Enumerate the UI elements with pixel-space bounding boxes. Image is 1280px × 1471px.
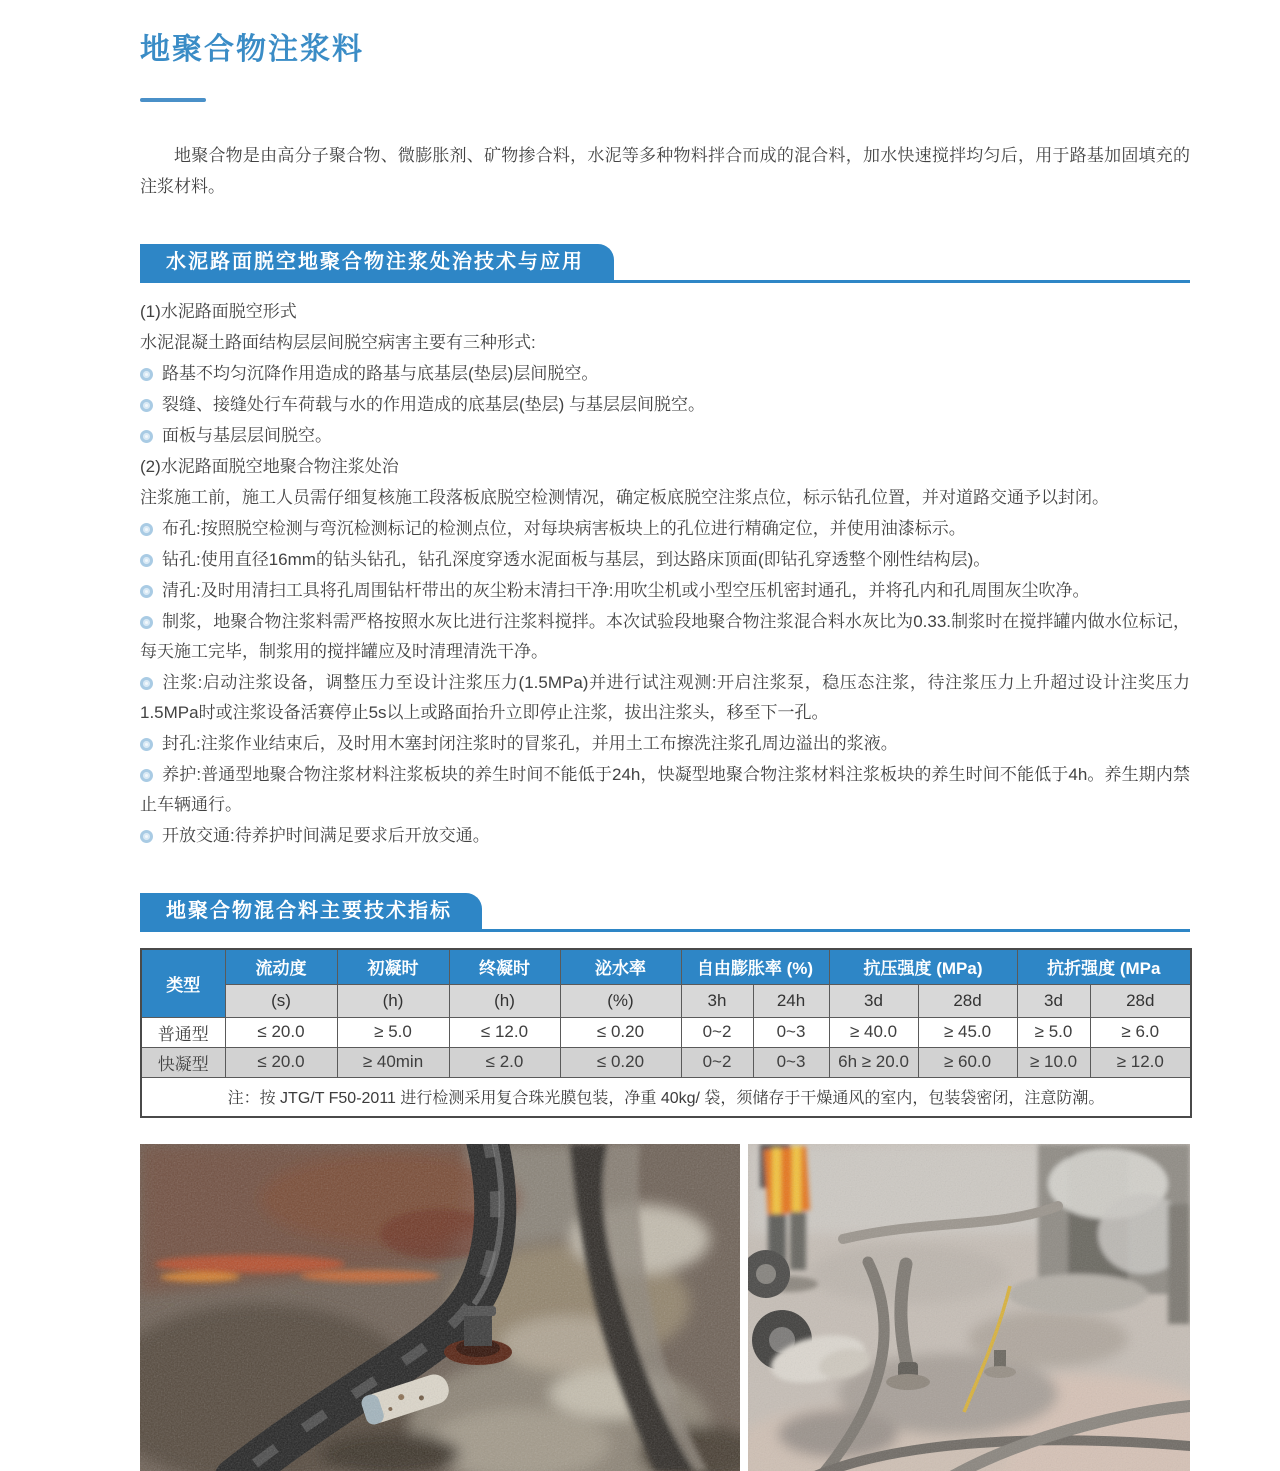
bullet-item: 开放交通:待养护时间满足要求后开放交通。: [140, 821, 1190, 851]
table-cell: ≤ 20.0: [225, 1047, 337, 1077]
table-cell: ≤ 2.0: [449, 1047, 560, 1077]
table-cell: ≥ 5.0: [1017, 1017, 1090, 1047]
ring-bullet-icon: [140, 769, 153, 782]
photo-grouting-hose: [140, 1144, 740, 1471]
bullet-item: 布孔:按照脱空检测与弯沉检测标记的检测点位，对每块病害板块上的孔位进行精确定位，并使用油漆标示。: [140, 514, 1190, 544]
table-group-header: 流动度: [225, 949, 337, 984]
table-cell: ≥ 5.0: [337, 1017, 449, 1047]
body-paragraph: 水泥混凝土路面结构层层间脱空病害主要有三种形式:: [140, 333, 536, 352]
table-sub-header: (s): [225, 984, 337, 1017]
section1-header-label: 水泥路面脱空地聚合物注浆处治技术与应用: [140, 244, 614, 280]
section1-body: [140, 297, 1190, 851]
table-group-header: 初凝时: [337, 949, 449, 984]
table-sub-header: (h): [449, 984, 560, 1017]
table-sub-header: 28d: [918, 984, 1017, 1017]
bullet-item: 制浆，地聚合物注浆料需严格按照水灰比进行注浆料搅拌。本次试验段地聚合物注浆混合料水灰比为0.33.制浆时在搅拌罐内做水位标记，每天施工完毕，制浆用的搅拌罐应及时清理清洗干净。: [140, 612, 1190, 661]
ring-bullet-icon: [140, 554, 153, 567]
ring-bullet-icon: [140, 677, 153, 690]
bullet-item: 钻孔:使用直径16mm的钻头钻孔，钻孔深度穿透水泥面板与基层，到达路床顶面(即钻孔穿透整个刚性结构层)。: [140, 545, 1190, 575]
bullet-item: 注浆:启动注浆设备，调整压力至设计注浆压力(1.5MPa)并进行试注观测:开启注浆泵，稳压态注浆，待注浆压力上升超过设计注奖压力1.5MPa时或注浆设备活赛停止5s以上或路面抬升立即停止注浆，拔出注浆头，移至下一孔。: [140, 673, 1190, 722]
table-sub-header: 3d: [1017, 984, 1090, 1017]
ring-bullet-icon: [140, 523, 153, 536]
table-note: 注：按 JTG/T F50-2011 进行检测采用复合珠光膜包装，净重 40kg/ 袋，须储存于干燥通风的室内，包装袋密闭，注意防潮。: [141, 1077, 1191, 1117]
table-group-header: 抗压强度 (MPa): [829, 949, 1017, 984]
table-cell: ≥ 12.0: [1090, 1047, 1191, 1077]
bullet-item: 封孔:注浆作业结束后，及时用木塞封闭注浆时的冒浆孔，并用土工布擦洗注浆孔周边溢出的浆液。: [140, 729, 1190, 759]
table-cell: ≥ 45.0: [918, 1017, 1017, 1047]
table-row: [141, 1017, 1191, 1047]
bullet-item: 裂缝、接缝处行车荷载与水的作用造成的底基层(垫层) 与基层层间脱空。: [140, 390, 1190, 420]
table-cell: ≥ 40.0: [829, 1017, 918, 1047]
intro-paragraph: 地聚合物是由高分子聚合物、微膨胀剂、矿物掺合料，水泥等多种物料拌合而成的混合料，加水快速搅拌均匀后，用于路基加固填充的注浆材料。: [140, 146, 1190, 196]
photo-construction-site: [748, 1144, 1190, 1471]
table-cell: ≥ 10.0: [1017, 1047, 1090, 1077]
table-cell: 0~3: [753, 1047, 829, 1077]
table-cell: ≤ 20.0: [225, 1017, 337, 1047]
table-row-type: 快凝型: [141, 1047, 225, 1077]
body-paragraph: (2)水泥路面脱空地聚合物注浆处治: [140, 457, 399, 476]
table-row-type: 普通型: [141, 1017, 225, 1047]
ring-bullet-icon: [140, 368, 153, 381]
spec-table-wrapper: [140, 948, 1190, 1118]
table-cell: 6h ≥ 20.0: [829, 1047, 918, 1077]
spec-table: [140, 948, 1192, 1118]
body-paragraph: (1)水泥路面脱空形式: [140, 302, 297, 321]
section2-header: [140, 893, 1190, 932]
table-sub-header: 3h: [681, 984, 753, 1017]
table-sub-header: 24h: [753, 984, 829, 1017]
table-sub-header: (h): [337, 984, 449, 1017]
table-cell: ≥ 60.0: [918, 1047, 1017, 1077]
table-group-header: 抗折强度 (MPa: [1017, 949, 1191, 984]
bullet-item: 养护:普通型地聚合物注浆材料注浆板块的养生时间不能低于24h，快凝型地聚合物注浆材料注浆板块的养生时间不能低于4h。养生期内禁止车辆通行。: [140, 765, 1190, 814]
ring-bullet-icon: [140, 738, 153, 751]
bullet-item: 路基不均匀沉降作用造成的路基与底基层(垫层)层间脱空。: [140, 359, 1190, 389]
table-cell: 0~2: [681, 1047, 753, 1077]
table-row: [141, 1047, 1191, 1077]
photo-row: [140, 1144, 1190, 1471]
ring-bullet-icon: [140, 399, 153, 412]
table-cell: 0~2: [681, 1017, 753, 1047]
page-title: 地聚合物注浆料: [140, 33, 364, 66]
section1-header: [140, 244, 1190, 283]
table-group-header: 泌水率: [560, 949, 681, 984]
table-cell: 0~3: [753, 1017, 829, 1047]
body-paragraph: 注浆施工前，施工人员需仔细复核施工段落板底脱空检测情况，确定板底脱空注浆点位，标示钻孔位置，并对道路交通予以封闭。: [140, 488, 1109, 507]
table-cell: ≤ 12.0: [449, 1017, 560, 1047]
bullet-item: 清孔:及时用清扫工具将孔周围钻杆带出的灰尘粉末清扫干净:用吹尘机或小型空压机密封通孔，并将孔内和孔周围灰尘吹净。: [140, 576, 1190, 606]
table-group-header: 自由膨胀率 (%): [681, 949, 829, 984]
ring-bullet-icon: [140, 585, 153, 598]
table-cell: ≤ 0.20: [560, 1017, 681, 1047]
section2-header-label: 地聚合物混合料主要技术指标: [140, 893, 482, 929]
ring-bullet-icon: [140, 616, 153, 629]
ring-bullet-icon: [140, 830, 153, 843]
title-underline-decoration: [140, 98, 206, 102]
table-sub-header: (%): [560, 984, 681, 1017]
table-corner-header: 类型: [141, 949, 225, 1017]
table-sub-header: 28d: [1090, 984, 1191, 1017]
table-cell: ≥ 40min: [337, 1047, 449, 1077]
bullet-item: 面板与基层层间脱空。: [140, 421, 1190, 451]
table-cell: ≥ 6.0: [1090, 1017, 1191, 1047]
content-column: [140, 0, 1190, 1471]
table-group-header: 终凝时: [449, 949, 560, 984]
table-sub-header: 3d: [829, 984, 918, 1017]
table-cell: ≤ 0.20: [560, 1047, 681, 1077]
ring-bullet-icon: [140, 430, 153, 443]
